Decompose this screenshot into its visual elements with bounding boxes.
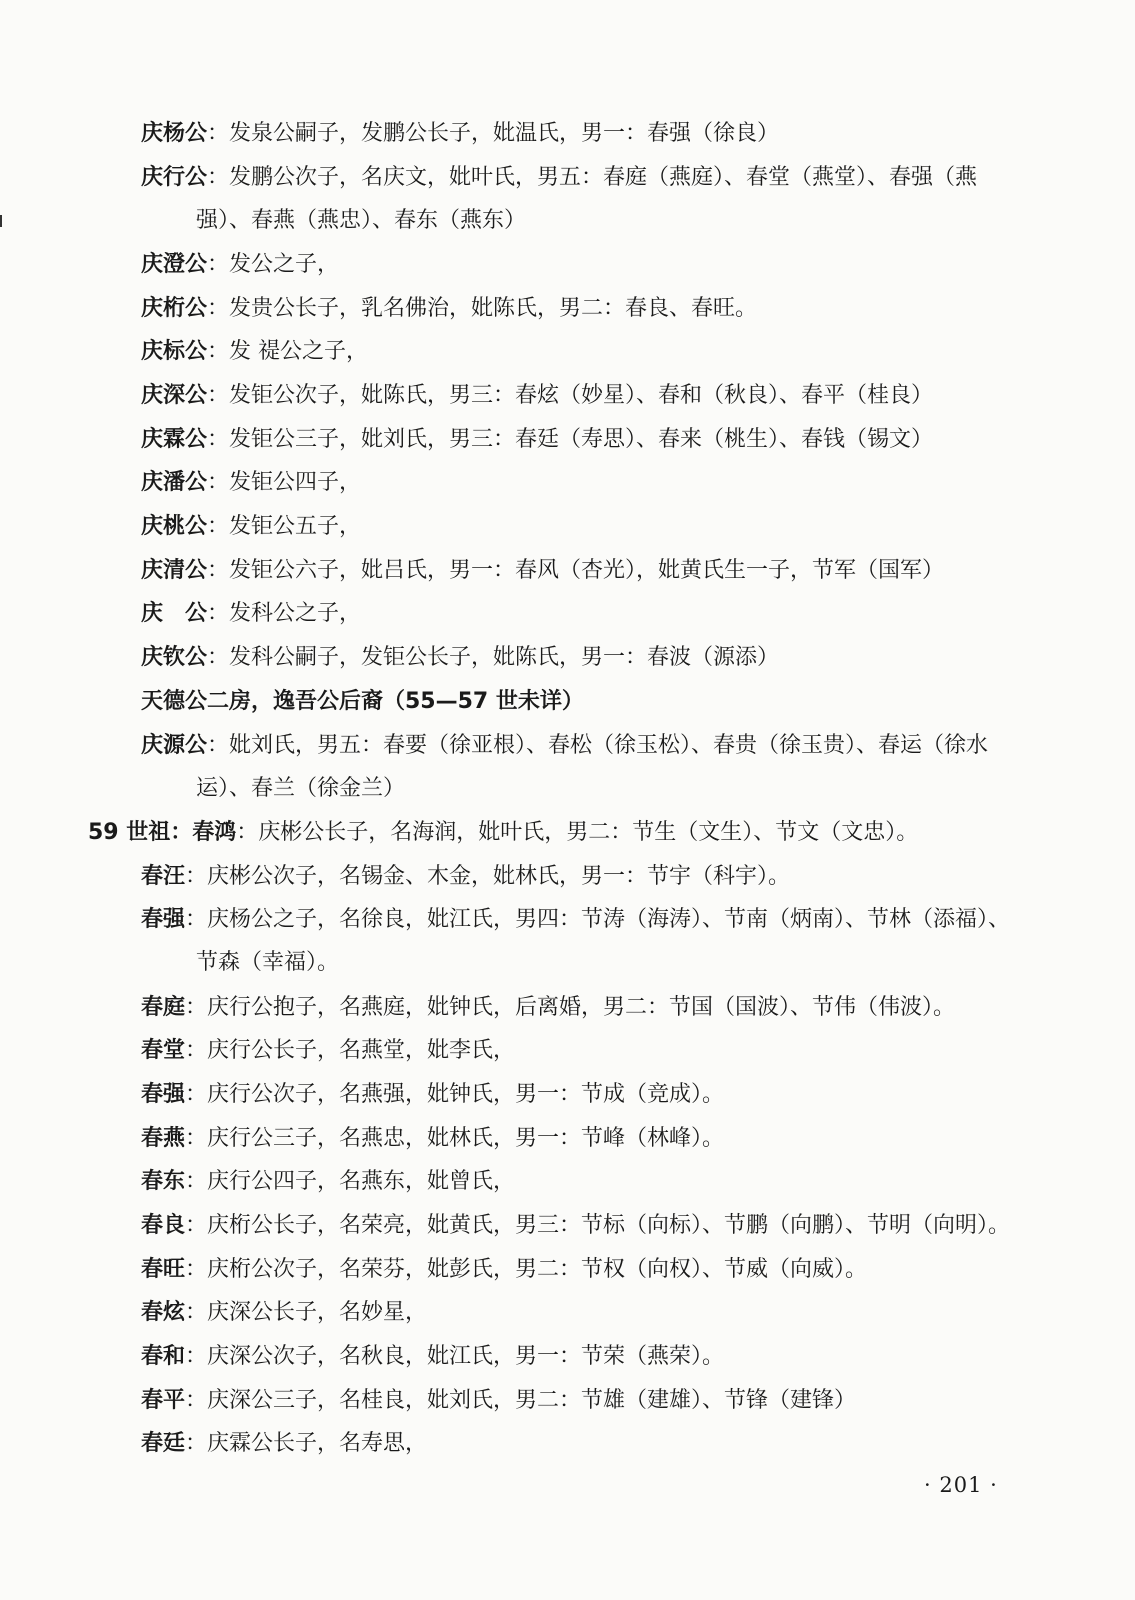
entry-name: 春鸿	[192, 820, 237, 845]
entry-chun-he	[141, 1342, 724, 1385]
entry-text: ：庆行公抱子，名燕庭，妣钟氏，后离婚，男二：节国（国波）、节伟（伟波）。	[185, 995, 956, 1020]
entry-qing-yuan	[141, 731, 988, 817]
entry-text: ：庆霖公长子，名寿思，	[185, 1431, 428, 1456]
entry-name: 庆桁公	[141, 296, 208, 321]
entry-text: ：发科公嗣子，发钜公长子，妣陈氏，男一：春波（源添）	[207, 645, 780, 670]
entry-text: ：庆深公三子，名桂良，妣刘氏，男二：节雄（建雄）、节锋（建锋）	[185, 1388, 857, 1413]
entry-text: ：发 禔公之子，	[207, 339, 369, 364]
entry-name: 春和	[141, 1344, 186, 1369]
entry-chun-dong	[141, 1167, 515, 1210]
entry-qing-biao	[141, 337, 368, 380]
entry-text: ：发钜公三子，妣刘氏，男三：春廷（寿思）、春来（桃生）、春钱（锡文）	[207, 427, 934, 452]
entry-name: 庆澄公	[141, 252, 208, 277]
entry-name: 春燕	[141, 1126, 186, 1151]
entry-chun-ping	[141, 1386, 856, 1429]
entry-text-continued: 运）、春兰（徐金兰）	[196, 776, 406, 801]
entry-chun-wang-1	[141, 862, 790, 905]
section-heading: 天德公二房，逸吾公后裔（55—57 世未详）	[141, 689, 584, 714]
entry-text: ：妣刘氏，男五：春要（徐亚根）、春松（徐玉松）、春贵（徐玉贵）、春运（徐水	[207, 733, 989, 758]
entry-qing-cheng	[141, 250, 339, 293]
entry-text: ：庆行公三子，名燕忠，妣林氏，男一：节峰（林峰）。	[185, 1126, 725, 1151]
entry-name: 春东	[141, 1169, 186, 1194]
entry-text: ：发钜公六子，妣吕氏，男一：春风（杏光），妣黄氏生一子，节军（国军）	[207, 558, 945, 583]
entry-name: 庆源公	[141, 733, 208, 758]
entry-chun-liang	[141, 1211, 1010, 1254]
generation-label: 59 世祖：	[88, 820, 193, 845]
entry-qing-pan	[141, 468, 361, 511]
generation-59-heading	[88, 818, 918, 861]
entry-qing-tao	[141, 512, 361, 555]
entry-chun-ting	[141, 993, 955, 1036]
entry-name: 庆杨公	[141, 121, 208, 146]
entry-qing-lin	[141, 425, 933, 468]
entry-text: ：发公之子，	[207, 252, 340, 277]
entry-chun-ting-2	[141, 1429, 427, 1472]
entry-text-continued: 强）、春燕（燕忠）、春东（燕东）	[196, 208, 527, 233]
entry-text: ：庆彬公次子，名锡金、木金，妣林氏，男一：节宇（科宇）。	[185, 864, 791, 889]
entry-name: 庆标公	[141, 339, 208, 364]
entry-text: ：庆深公长子，名妙星，	[185, 1300, 428, 1325]
entry-text: ：庆深公次子，名秋良，妣江氏，男一：节荣（燕荣）。	[185, 1344, 725, 1369]
entry-name: 春旺	[141, 1257, 186, 1282]
entry-name: 春廷	[141, 1431, 186, 1456]
margin-mark	[0, 215, 2, 227]
entry-text: ：庆行公长子，名燕堂，妣李氏，	[185, 1038, 516, 1063]
entry-qing-shen	[141, 381, 933, 424]
entry-text: ：庆行公次子，名燕强，妣钟氏，男一：节成（竞成）。	[185, 1082, 725, 1107]
entry-chun-qiang-2	[141, 1080, 724, 1123]
entry-name: 春平	[141, 1388, 186, 1413]
entry-qing-qing	[141, 556, 944, 599]
entry-qing-blank	[141, 599, 361, 642]
entry-text: ：庆桁公长子，名荣亮，妣黄氏，男三：节标（向标）、节鹏（向鹏）、节明（向明）。	[185, 1213, 1011, 1238]
entry-text: ：发钜公次子，妣陈氏，男三：春炫（妙星）、春和（秋良）、春平（桂良）	[207, 383, 934, 408]
entry-text: ：发科公之子，	[207, 601, 362, 626]
entry-text: ：庆桁公次子，名荣芬，妣彭氏，男二：节权（向权）、节威（向威）。	[185, 1257, 868, 1282]
entry-text: ：庆杨公之子，名徐良，妣江氏，男四：节涛（海涛）、节南（炳南）、节林（添福）、	[185, 907, 1011, 932]
entry-text: ：发钜公五子，	[207, 514, 362, 539]
entry-text: ：发泉公嗣子，发鹏公长子，妣温氏，男一：春强（徐良）	[207, 121, 780, 146]
entry-chun-qiang-1	[141, 905, 1010, 991]
entry-name: 春汪	[141, 864, 186, 889]
entry-chun-wang-2	[141, 1255, 867, 1298]
entry-name: 庆清公	[141, 558, 208, 583]
entry-name: 庆钦公	[141, 645, 208, 670]
entry-chun-xuan	[141, 1298, 427, 1341]
entry-text-continued: 节森（幸福）。	[196, 950, 340, 975]
entry-name: 春炫	[141, 1300, 186, 1325]
entry-name: 庆潘公	[141, 470, 208, 495]
entry-name: 春堂	[141, 1038, 186, 1063]
entry-chun-tang	[141, 1036, 515, 1079]
entry-text: ：庆彬公长子，名海润，妣叶氏，男二：节生（文生）、节文（文忠）。	[236, 820, 919, 845]
entry-text: ：发钜公四子，	[207, 470, 362, 495]
entry-name: 庆深公	[141, 383, 208, 408]
entry-name: 春良	[141, 1213, 186, 1238]
entry-name: 庆桃公	[141, 514, 208, 539]
page-number: · 201 ·	[924, 1473, 998, 1497]
entry-text: ：发鹏公次子，名庆文，妣叶氏，男五：春庭（燕庭）、春堂（燕堂）、春强（燕	[207, 165, 978, 190]
entry-name: 春庭	[141, 995, 186, 1020]
entry-chun-yan	[141, 1124, 724, 1167]
entry-name: 庆 公	[141, 601, 208, 626]
entry-name: 庆行公	[141, 165, 208, 190]
entry-name: 春强	[141, 1082, 186, 1107]
entry-qing-yang	[141, 119, 779, 162]
entry-text: ：发贵公长子，乳名佛治，妣陈氏，男二：春良、春旺。	[207, 296, 758, 321]
entry-qing-qin	[141, 643, 779, 686]
entry-text: ：庆行公四子，名燕东，妣曾氏，	[185, 1169, 516, 1194]
entry-name: 庆霖公	[141, 427, 208, 452]
entry-name: 春强	[141, 907, 186, 932]
entry-qing-xing	[141, 163, 977, 249]
entry-qing-heng	[141, 294, 757, 337]
